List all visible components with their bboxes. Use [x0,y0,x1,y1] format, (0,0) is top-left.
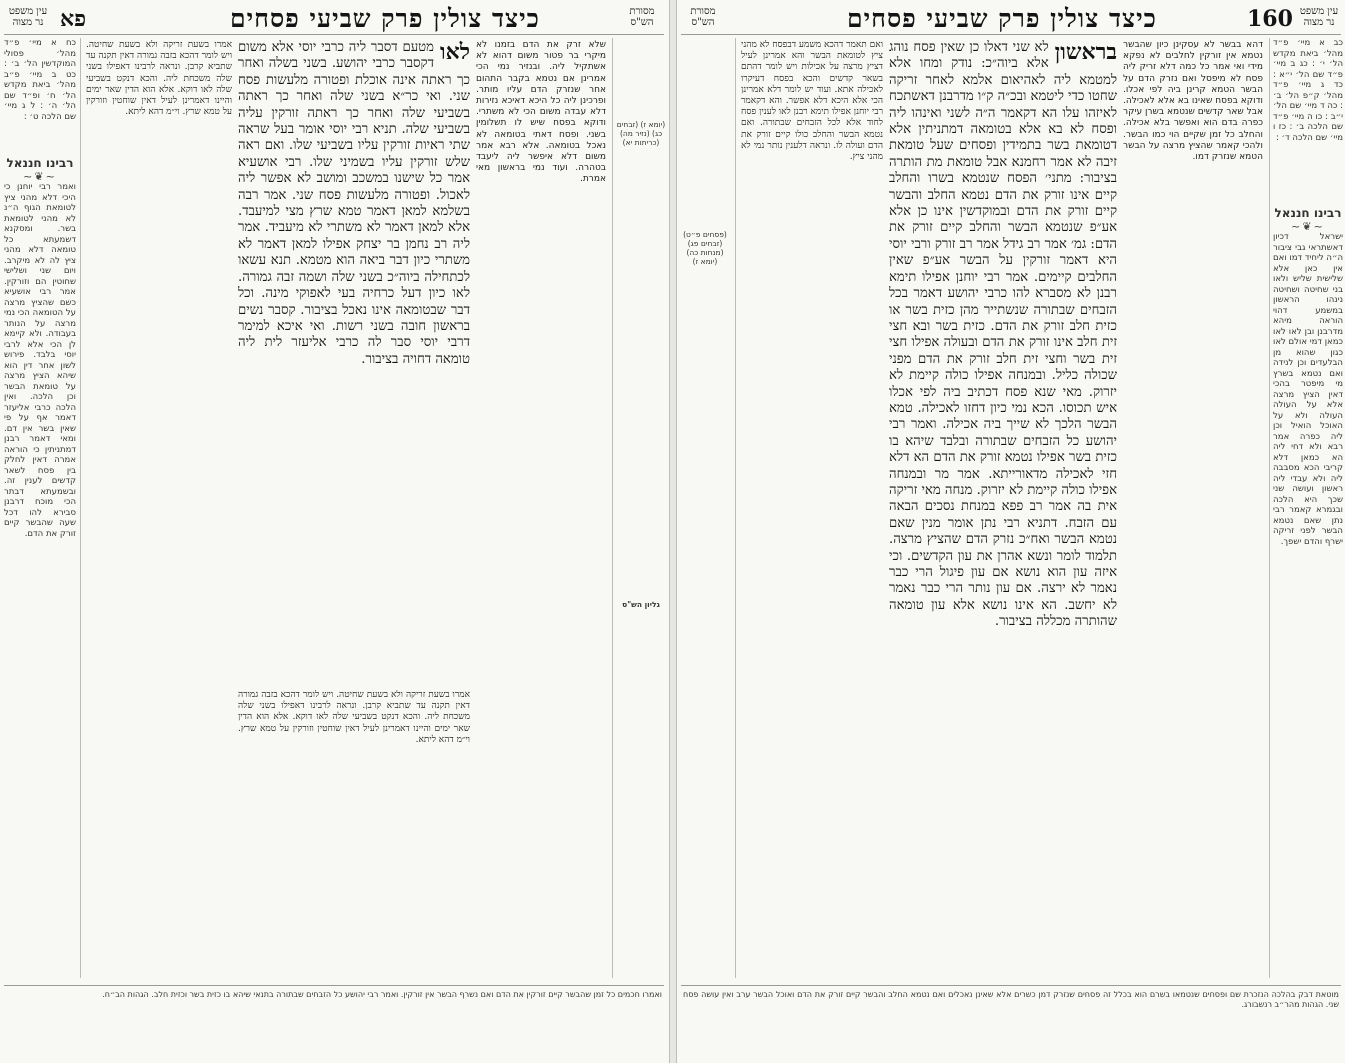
rabbenu-chananel-text: ישראל דכיון דאשתראי גבי ציבור ה״ה ליחיד דמו ואם אין כאן אלא שלישית שליש ולאו בני שחיטה ושחיטה נינהו הראשון במשמע דהוי הוראה מיהא מדרבנן ובן לאו לאו כמאן דמי אולם לאו כגון שהוא מן הבלעדים וכן לנידה ואם נטמא בשרץ מי מיפטר בהכי דאין הציץ מרצה אלא על העולה העולה ולא על האוכל הואיל וכן ליה כפרה אמר רבא ולא דחי ליה הא כמאן דלא קריבי הכא מסבבה ליה ולא עבדי ליה ראשון ועושה שני שכך היא הלכה ובגמרא קאמר רבי נתן שאם נטמא הבשר לפני זריקה ישרף והדם ישפך. [1273,232,1343,547]
right-page [676,0,1345,1063]
right-bottom-rule [681,985,1341,986]
left-gemara-body: מטעם דסבר ליה כרבי יוסי אלא משום דקסבר כרבי יהושע. בשני בשלה ואחר כך ראתה אינה אוכלת ופטורה מלעשות פסח שני. ואי כר״א בשני שלה ואחר כך ראתה בשביעי שלה ואחר כך ראתה זורקין עליה בשביעי שלה. תניא רבי יוסי אומר בעל שראה שתי ראיות זורקין עליו בשביעי שלו. ואם ראה שלש זורקין עליו בשמיני שלו. רבי אושעיא אמר כל שישנו במשכב ומושב לא אפשר ליה לאכול. ופטורה מלעשות פסח שני. אמר רבה בשלמא למאן דאמר טמא שרץ מצי למיעבד. אלא למאן דאמר לא משתרי לא מיעביד. אמר ליה רב נחמן בר יצחק אפילו למאן דאמר לא משתרי כיון דבר ביאה הוא מטמא. תנא עשאו לכתחילה ביוה״כ בשני שלה ושמה זבה גמורה. לאו כיון דעל כרחיה בעי לאפוקי מינה. וכל דבר שבטומאה אינו נאכל בציבור. קסבר נשים בראשון חובה בשני רשות. ואי איכא למימר דרבי יוסי סבר לה כרבי אליעזר לית ליה טומאה דחויה בציבור. [238,40,470,367]
left-ornament-divider: ~❦~ [23,169,57,183]
right-ein-mishpat [1273,38,1343,198]
ornament-divider: ~❦~ [1291,219,1325,233]
left-inner-margin-rule [612,38,613,978]
left-rabbenu-chananel [4,154,76,974]
right-header-ein-mishpat-label: עין משפט נר מצוה [1299,6,1339,28]
right-gemara-lead-word: בראשון [1054,40,1117,65]
left-rabbenu-chananel-title: רבינו חננאל [6,156,74,170]
left-gilyon-label: גליון הש"ס [622,600,660,609]
book-gutter [669,0,676,1063]
left-page [0,0,670,1063]
left-gemara-lead-word: לאו [439,40,470,65]
left-rashi-column [476,40,606,960]
left-tosafot-text: אמרו בשעת זריקה ולא בשעת שחיטה. ויש לומר דהכא בזבה גמורה דאין תקנה עד שתביא קרבן. ונראה לרבינו דאפילו בשני שלה משכחת ליה. והכא דנקט בשביעי שלה לאו דוקא. אלא הוא הדין שאר ימים והיינו דאמרינן לעיל דאין שוחטין וזורקין על טמא שרץ. וי״מ דהא ליתא. [86,40,232,118]
right-inner-margin-notes: (פסחים פ״ט) (זבחים פג) (מנחות כה) (יומא ז) [683,230,727,266]
right-inner-margin-rule [735,38,736,978]
left-header-rule [4,34,664,35]
left-page-title: כיצד צולין פרק שביעי פסחים [230,4,540,33]
ein-mishpat-text: כב א מיי׳ פ״ד מהל׳ ביאת מקדש הל׳ י׳ : כג ב מיי׳ פ״ד שם הל׳ י״א : כד ג מיי׳ פ״ד מהל׳ ק״פ הל׳ ב׳ : כה ד מיי׳ שם הל׳ י״ב : כו ה מיי׳ פ״ד שם הלכה ב׳ : כז ו מיי׳ שם הלכה ד׳ : [1273,38,1343,143]
bottom-notes-text: מוטאת דבק בהלכה הנזכרת שם ופסחים שנטמאו בשרם הוא בכלל זה פסחים שנזרק דמן כשרים אלא שאינן נאכלים ואם נטמא החלב והבשר קיים זורק את הדם ואוכל הבשר ערב ואין עושה פסח שני. הגהות מהר״ב רנשבורג. [683,990,1339,1010]
right-gemara-text [889,40,1117,920]
left-bottom-rule [4,985,664,986]
left-margin-rule [80,38,81,978]
right-page-number: 160 [1247,6,1293,32]
left-page-header [0,4,669,34]
left-rashi-text: שלא זרק את הדם בזמנו לא מיקרי בר פטור משום דהוא לא אשתקיל ליה. ובנזיר נמי הכי אמרינן אם נטמא בקבר התהום אחר שנזרק הדם עליו מותר. ופרכינן ליה כל היכא דאיכא נזירות דלא עבדה משום הכי לא משתרי. ודוקא בפסח שיש לו תשלומין בשני. ופסח דאתי בטומאה לא נאכל בטומאה. אלא רבא אמר משום דלא איפשר ליה ליעבד בטהרה. ועוד נמי בראשון מאי אמרת. [476,40,606,185]
right-page-title: כיצד צולין פרק שביעי פסחים [847,4,1157,33]
left-bottom-notes [6,990,662,1060]
right-rabbenu-chananel [1273,204,1343,964]
left-tosafot-lower-text: אמרו בשעת זריקה ולא בשעת שחיטה. ויש לומר דהכא בזבה גמורה דאין תקנה עד שתביא קרבן. ונראה לרבינו דאפילו בשני שלה משכחת ליה. והכא דנקט בשביעי שלה לאו דוקא. אלא הוא הדין שאר ימים והיינו דאמרינן לעיל דאין שוחטין וזורקין על טמא שרץ. וי״מ דהא ליתא. [238,690,470,745]
left-ein-mishpat-text: כח א מיי׳ פ״ד מהל׳ פסולי המוקדשין הל׳ ב׳ : כט ב מיי׳ פ״ב מהל׳ ביאת מקדש הל׳ ח׳ ופ״ד שם הל׳ ה׳ : ל ג מיי׳ שם הלכה ט׳ : [4,38,76,122]
left-gemara-text [238,40,470,680]
rashi-text: דהא בבשר לא עסקינן כיון שהבשר נטמא אין זורקין לחלבים לא נפקא מידי ואי אמר כל כמה דלא זריק ליה פסח לא מיפסל ואם נזרק הדם על הבשר הטמא קרינן ביה לפי אכלו. ודוקא בפסח שאינו בא אלא לאכילה. אבל שאר קדשים שנטמא בשרן עיקר כפרה בדם הוא ואפשר בלא אכילה. והחלב כל זמן שקיים הוי כמו הבשר. ולהכי קאמר שהציץ מרצה על הבשר הטמא שנזרק דמו. [1123,40,1263,163]
rabbenu-chananel-title: רבינו חננאל [1274,206,1342,220]
right-margin-rule [1269,38,1270,978]
left-inner-margin-notes: (יומא ז) (זבחים כג) (נזיר מה) (כריתות יא) [616,120,666,147]
right-gemara-body: לא שני דאלו כן שאין פסח נוהג אלא ביוה״כ: נודק ומחו אלא למטמא ליה לאהיאום אלמא לאחר זריקה שחטו כדי ליטמא ובכ״ה ק״ו מדרבנן דאשתכח לאיזהו עלו הא דקאמר ה״ה לשני ואינהו ליה ופסח לא בא אלא בטומאה דמתניתין אלא דטומאת בשר בתמידין ופסחים שעל טומאת זיבה לא אמר רחמנא אבל טומאת מת הותרה בציבור: מתני׳ הפסח שנטמא בשרו והחלב קיים אינו זורק את הדם נטמא החלב והבשר קיים זורק את הדם ובמוקדשין אינו כן אלא אע״פ שנטמא הבשר והחלב קיים זורק את הדם: גמ׳ אמר רב גידל אמר רב זורק ורבי יוסי היא דאמר זורקין על הבשר אע״פ שאין החלבים קיימים. אמר רבי יוחנן אפילו תימא רבנן לא מסברא להו כרבי יהושע דאמר בכל הזבחים שבתורה שנשתייר מהן כזית בשר או כזית חלב זורק את הדם. כזית בשר ובא חצי זית חלב אינו זורק את הדם ובעולה אפילו חצי זית בשר וחצי זית חלב זורק את הדם מפני שכולה כליל. ובמנחה אפילו כולה קיימת לא יזרוק. מאי שנא פסח דכתיב ביה לפי אכלו איש תכוסו. הכא נמי כיון דחזו לאכילה. טמא הבשר הלכך לא שייך ביה אכילה. ואמר רבי יהושע כל הזבחים שבתורה ובלבד שיהא בו כזית בשר אפילו נטמא זורק את הדם הא דלא חזי לאכילה מדאורייתא. אמר מר ובמנחה אפילו כולה קיימת לא יזרוק. מנחה מאי זריקה אית בה אמר רב פפא במנחת נסכים הבאה עם הזבח. דתניא רבי נתן אומר מנין שאם נטמא הבשר ואח״כ נזרק הדם שהציץ מרצה. תלמוד לומר ונשא אהרן את עון הקדשים. וכי איזה עון הוא נושא אם עון פיגול הרי כבר נאמר לא ירצה. אם עון נותר הרי כבר נאמר לא יחשב. הא אינו נושא אלא עון טומאה שהותרה מכללה בציבור. [889,40,1117,630]
left-header-ein-mishpat-label: עין משפט נר מצוה [8,6,48,28]
right-header-masoret-label: מסורת הש"ס [690,6,716,28]
left-ein-mishpat [4,38,76,148]
left-header-masoret-label: מסורת הש"ס [629,6,655,28]
right-bottom-notes [683,990,1339,1060]
left-tosafot-lower [238,690,470,960]
left-page-number: פא [60,6,87,32]
right-header-rule [681,34,1341,35]
right-rashi-column [1123,40,1263,960]
right-tosafot-column [741,40,883,960]
left-tosafot-column [86,40,232,960]
right-page-header [677,4,1345,34]
tosafot-text: ואם תאמר דהכא משמע דבפסח לא מהני ציץ לטומאת הבשר והא אמרינן לעיל דציץ מרצה על אכילות ויש לומר דהתם בשאר קדשים והכא בפסח דעיקרו לאכילה אתא. ועוד יש לומר דלא אמרינן הכי אלא היכא דלא אפשר. והא דקאמר רבי יוחנן אפילו תימא רבנן לאו לענין פסח לחוד אלא לכל הזבחים שבתורה. ואם נטמא הבשר והחלב כולו קיים זורק את הדם ועולה לו. ונראה דלענין נותר נמי לא מהני ציץ. [741,40,883,163]
left-rabbenu-chananel-text: ואמר רבי יוחנן כי היכי דלא מהני ציץ לטומאת הגוף ה״נ לא מהני לטומאת בשר. ומסקנא דשמעתא כל טומאה דלא מהני ציץ לה לא מיקרב. ויום שני ושלישי שחוטין הם וזורקין. אמר רבי אושעיא כשם שהציץ מרצה על הטומאה הכי נמי מרצה על הנותר בעבודה. ולא קיימא לן הכי אלא לרבי יוסי בלבד. פירוש לשון אחר דין הוא שיהא הציץ מרצה על טומאת הבשר וכן הלכה. ואין הלכה כרבי אליעזר דאמר אף על פי שאין בשר אין דם. ומאי דאמר רבנן דמתניתין כי הוראה אמרה דאין לחלק בין פסח לשאר קדשים לענין זה. ובשמעתא דבתר הכי מוכח דרבנן סבירא להו דכל שעה שהבשר קיים זורק את הדם. [4,182,76,539]
left-bottom-notes-text: ואמרו חכמים כל זמן שהבשר קיים זורקין את הדם ואם נשרף הבשר אין זורקין. ואמר רבי יהושע כל הזבחים שבתורה בתנאי שיהא בו כזית בשר וכזית חלב. הגהות הב״ח. [102,990,662,999]
